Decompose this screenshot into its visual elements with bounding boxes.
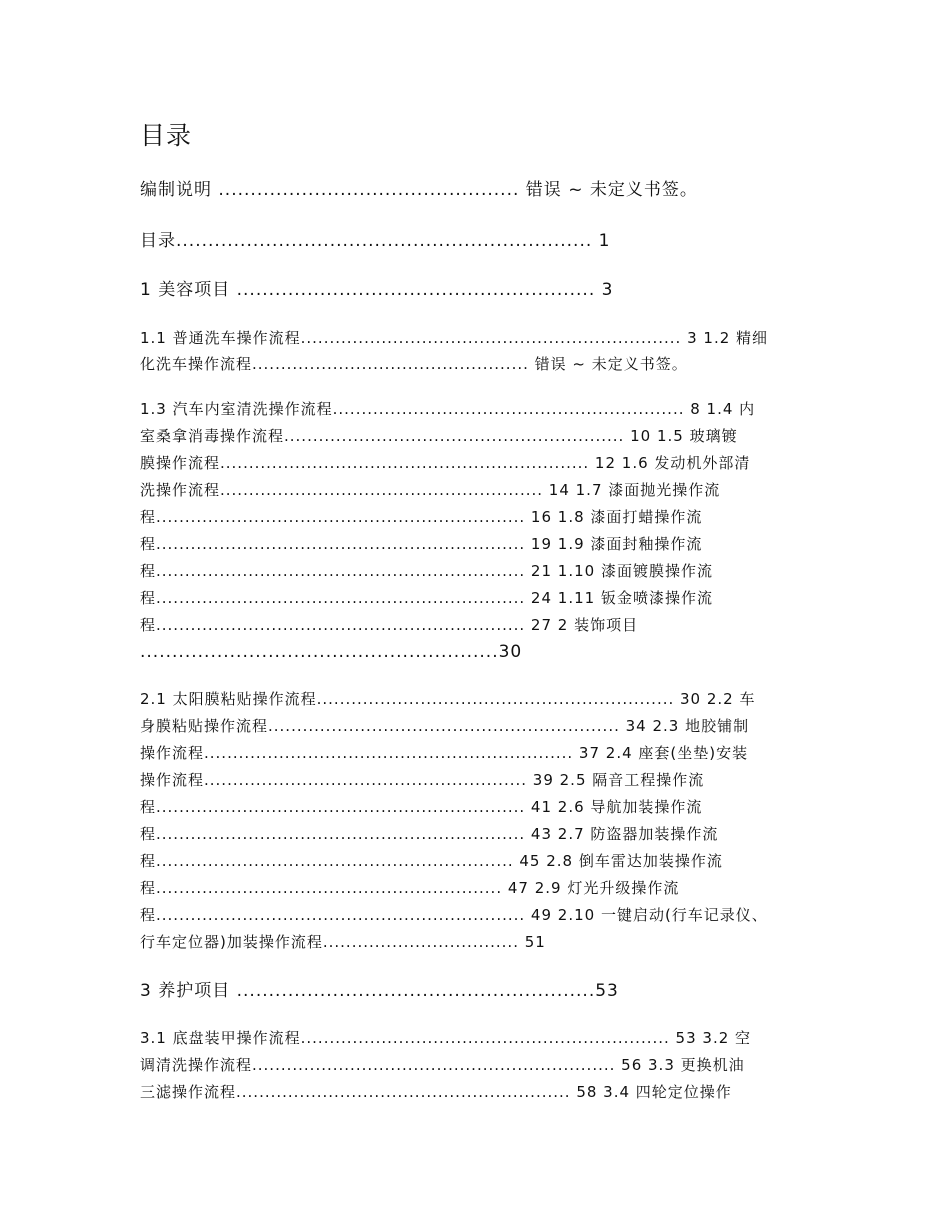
toc-line: 程................................................................ 41 2.6 导航加装操作流 [140, 798, 703, 816]
toc-line: 身膜粘贴操作流程............................................................. 34 2.3 地胶铺制 [140, 717, 750, 735]
toc-line: 程................................................................ 24 1.11 钣金喷漆操作流 [140, 589, 713, 607]
toc-line: 3 养护项目 ........................................................53 [140, 981, 619, 1001]
toc-line: 调清洗操作流程............................................................... 56 3.3 更换机油 [140, 1056, 745, 1074]
toc-line: 1.3 汽车内室清洗操作流程............................................................. 8 1.4 内 [140, 400, 756, 418]
toc-line: 程................................................................ 43 2.7 防盗器加装操作流 [140, 825, 719, 843]
toc-line: 程................................................................ 21 1.10 漆面镀膜操作流 [140, 562, 713, 580]
toc-line: 程................................................................ 19 1.9 漆面封釉操作流 [140, 535, 703, 553]
toc-line: ........................................................30 [140, 642, 523, 662]
toc-line: 程................................................................ 49 2.10 一键启动(行车记录仪、 [140, 906, 768, 924]
toc-line: 1.1 普通洗车操作流程.................................................................. 3 1.2 精细 [140, 329, 769, 347]
toc-line: 膜操作流程................................................................ 12 1.6 发动机外部清 [140, 454, 751, 472]
toc-line: 2.1 太阳膜粘贴操作流程.............................................................. 30 2.2 车 [140, 690, 756, 708]
toc-line: 3.1 底盘装甲操作流程................................................................ 53 3.2 空 [140, 1029, 752, 1047]
toc-line: 1 美容项目 ........................................................ 3 [140, 280, 614, 300]
toc-line: 化洗车操作流程................................................ 错误 ~ 未定义书签。 [140, 355, 688, 373]
toc-line: 程............................................................ 47 2.9 灯光升级操作流 [140, 879, 680, 897]
toc-line: 洗操作流程........................................................ 14 1.7 漆面抛光操作流 [140, 481, 721, 499]
toc-line: 编制说明 ............................................... 错误 ~ 未定义书签。 [140, 180, 698, 200]
toc-line: 室桑拿消毒操作流程........................................................... 10 1.5 玻璃镀 [140, 427, 738, 445]
toc-line: 操作流程................................................................ 37 2.4 座套(坐垫)安装 [140, 744, 749, 762]
page-title: 目录 [140, 121, 193, 150]
toc-line: 程................................................................ 16 1.8 漆面打蜡操作流 [140, 508, 703, 526]
toc-line: 行车定位器)加装操作流程.................................. 51 [140, 933, 546, 951]
toc-line: 三滤操作流程.......................................................... 58 3.4 四轮定位操作 [140, 1083, 732, 1101]
toc-line: 目录................................................................. 1 [140, 231, 611, 251]
toc-line: 程.............................................................. 45 2.8 倒车雷达加装操作流 [140, 852, 723, 870]
toc-line: 程................................................................ 27 2 装饰项目 [140, 616, 639, 634]
toc-line: 操作流程........................................................ 39 2.5 隔音工程操作流 [140, 771, 705, 789]
